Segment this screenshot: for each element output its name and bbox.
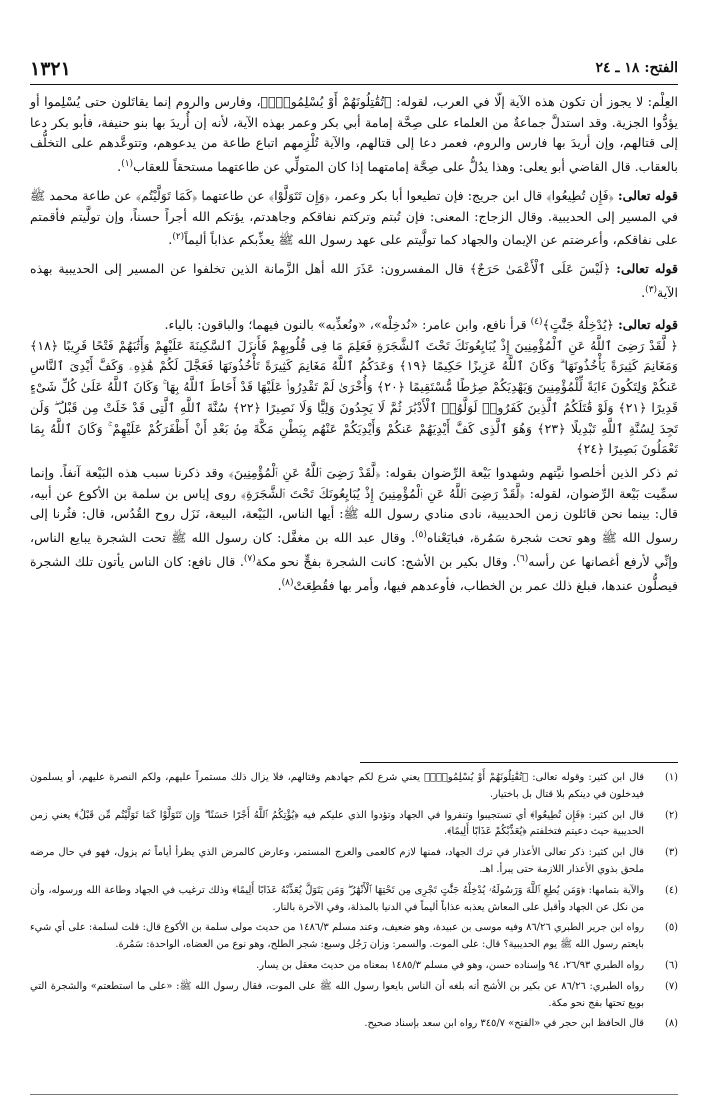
footnote-ref: (١) (121, 159, 134, 170)
main-text (30, 92, 678, 597)
footnote-number: (٤) (664, 884, 678, 896)
footnote: (٤) والآية بتمامها: ﴿وَمَن يُطِعِ ٱللَّهَ وَرَسُولَهُۥ يُدْخِلْهُ جَنَّٰتٍ تَجْرِى مِن تَحْتِهَا ٱلْأَنْهَٰرُ ۖ وَمَن يَتَوَلَّ يُعَذِّبْهُ عَذَابًا أَلِيمًا﴾ وذلك ترغيب في الجهاد وطاعة الله ورسوله، وأن من نكل عن الجهاد وأقبل على المعاش يعذبه عذاباً أليماً في الدنيا بالمذلة، وفي الآخرة بالنار. (30, 884, 678, 913)
page-number: ١٣٢١ (30, 58, 71, 80)
footnote: (٧) رواه الطبري: ٨٦/٢٦ عن بكير بن الأشج أنه بلغه أن الناس بايعوا رسول الله ﷺ على الموت، فقال رسول الله ﷺ: «على ما استطعتم» والشجرة التي بويع تحتها بفج نحو مكة. (30, 980, 678, 1009)
footnote-number: (٦) (664, 959, 678, 971)
footnote-rule (360, 762, 678, 763)
verse-label: قوله تعالى: (618, 317, 678, 333)
footnotes (30, 770, 678, 1037)
verse-label: قوله تعالى: (616, 261, 679, 277)
verse-label: قوله تعالى: (617, 188, 678, 203)
footnote: (٢) قال ابن كثير: ﴿فَإِن تُطِيعُوا﴾ أي تستجيبوا وتنفروا في الجهاد وتؤدوا الذي عليكم فيه ﴿يُؤْتِكُمُ ٱللَّهُ أَجْرًا حَسَنًا ۖ وَإِن تَتَوَلَّوْا كَمَا تَوَلَّيْتُم مِّن قَبْلُ﴾ يعني زمن الحديبية حيث دعيتم فتخلفتم ﴿يُعَذِّبْكُمْ عَذَابًا أَلِيمًا﴾. (30, 809, 678, 838)
paragraph: العِلْم: لا يجوز أن تكون هذه الآية إلّا في العرب، لقوله: ﴿تُقَٰتِلُونَهُمْ أَوْ يُسْلِمُونَۖ﴾، وفارس والروم إنما يقاتَلون حتى يُسْلِموا أو يؤدُّوا الجزية. وقد استدلَّ جماعةٌ من العلماء على صِحَّة إمامة أبي بكر وعمر بهذه الآية، لأنه إن أُريدَ بها بنو حنيفة، فأبو بكر دعا إلى قتالهم، وإن أريدَ بها فارس والروم، فعمر دعا إلى قتالهم، والآية تُلْزِمهم اتباع طاعة من يدعوهم، وتتوعَّدهم على التخلُّف بالعقاب. قال القاضي أبو يعلى: وهذا يدُلُّ على صِحَّة إمامتهما إذا كان المتولِّي عن طاعتهما مستحقاً للعقاب$^{(١)}$. (30, 94, 678, 175)
paragraph: قوله تعالى: ﴿يُدْخِلْهُ جَنَّٰتٍ﴾$^{(٤)}$ قرأ نافع، وابن عامر: «نُدخِلْه»، «ونُعذِّبه» بالنون فيهما؛ والباقون: بالياء. (164, 316, 678, 333)
paragraph: قوله تعالى: ﴿فَإِن تُطِيعُوا﴾ قال ابن جريج: فإن تطيعوا أبا بكر وعمر، ﴿وَإِن تَتَوَلَّوْا﴾ عن طاعتهما ﴿كَمَا تَوَلَّيْتُم﴾ عن طاعة محمد ﷺ في المسير إلى الحديبية. وقال الزجاج: المعنى: فإن تُبتم وتركتم نفاقكم وجاهدتم، يؤتكم الله أجراً حسناً، وإن تولَّيتم فأقمتم على نفاقكم، وأعرضتم عن الإيمان والجهاد كما تولَّيتم على عهد رسول الله ﷺ يعذِّبكم عذاباً أليماً$^{(٢)}$. (30, 188, 678, 248)
footnote: (٥) رواه ابن جرير الطبري ٨٦/٢٦ وفيه موسى بن عبيدة، وهو ضعيف، وعند مسلم ١٤٨٦/٣ من حديث مولى سلمة بن الأكوع قال: قلت لسلمة: على أي شيء بايعتم رسول الله ﷺ يوم الحديبية؟ قال: على الموت. والسمر: وزان رَجُل وسبع: شجر الطلح، وهو نوع من العضاه، الواحدة: سَمُرة. (30, 922, 678, 951)
footnote-number: (٨) (664, 1018, 678, 1030)
footnote-ref: (٦) (516, 554, 529, 564)
quran-verses: ﴿ لَّقَدْ رَضِىَ ٱللَّهُ عَنِ ٱلْمُؤْمِنِينَ إِذْ يُبَايِعُونَكَ تَحْتَ ٱلشَّجَرَةِ فَعَلِمَ مَا فِى قُلُوبِهِمْ فَأَنزَلَ ٱلسَّكِينَةَ عَلَيْهِمْ وَأَثَٰبَهُمْ فَتْحًا قَرِيبًا ﴿١٨﴾ وَمَغَانِمَ كَثِيرَةً يَأْخُذُونَهَا ۗ وَكَانَ ٱللَّهُ عَزِيزًا حَكِيمًا ﴿١٩﴾ وَعَدَكُمُ ٱللَّهُ مَغَانِمَ كَثِيرَةً تَأْخُذُونَهَا فَعَجَّلَ لَكُمْ هَٰذِهِۦ وَكَفَّ أَيْدِىَ ٱلنَّاسِ عَنكُمْ وَلِتَكُونَ ءَايَةً لِّلْمُؤْمِنِينَ وَيَهْدِيَكُمْ صِرَٰطًا مُّسْتَقِيمًا ﴿٢٠﴾ وَأُخْرَىٰ لَمْ تَقْدِرُوا۟ عَلَيْهَا قَدْ أَحَاطَ ٱللَّهُ بِهَا ۚ وَكَانَ ٱللَّهُ عَلَىٰ كُلِّ شَىْءٍ قَدِيرًا ﴿٢١﴾ وَلَوْ قَٰتَلَكُمُ ٱلَّذِينَ كَفَرُوا۟ لَوَلَّوُا۟ ٱلْأَدْبَٰرَ ثُمَّ لَا يَجِدُونَ وَلِيًّا وَلَا نَصِيرًا ﴿٢٢﴾ سُنَّةَ ٱللَّهِ ٱلَّتِى قَدْ خَلَتْ مِن قَبْلُ ۖ وَلَن تَجِدَ لِسُنَّةِ ٱللَّهِ تَبْدِيلًا ﴿٢٣﴾ وَهُوَ ٱلَّذِى كَفَّ أَيْدِيَهُمْ عَنكُمْ وَأَيْدِيَكُمْ عَنْهُم بِبَطْنِ مَكَّةَ مِنۢ بَعْدِ أَنْ أَظْفَرَكُمْ عَلَيْهِمْ ۚ وَكَانَ ٱللَّهُ بِمَا تَعْمَلُونَ بَصِيرًا ﴿٢٤﴾ (30, 337, 678, 457)
footnote-number: (٥) (664, 922, 678, 934)
chapter-reference: الفتح: ١٨ ـ ٢٤ (595, 60, 678, 76)
footnote-number: (١) (664, 772, 678, 783)
footnote: (٦) رواه الطبري ٢٦/٩٣، ٩٤ وإسناده حسن، وهو في مسلم ١٤٨٥/٣ بمعناه من حديث معقل بن يسار. (30, 958, 678, 975)
footnote-ref: (٤) (530, 316, 543, 327)
footnote-ref: (٨) (281, 577, 294, 588)
footnote-ref: (٥) (414, 530, 427, 541)
paragraph: ثم ذكر الذين أخلصوا نيَّتهم وشهدوا بَيْعة الرِّضوان بقوله: ﴿لَّقَدْ رَضِىَ ٱللَّهُ عَنِ ٱلْمُؤْمِنِينَ﴾ وقد ذكرنا سبب هذه البَيْعة آنفاً. وإنما سمِّيت بَيْعة الرِّضوان، لقوله: ﴿لَّقَدْ رَضِىَ ٱللَّهُ عَنِ ٱلْمُؤْمِنِينَ إِذْ يُبَايِعُونَكَ تَحْتَ ٱلشَّجَرَةِ﴾ روى إياس بن سلمة بن الأكوع عن أبيه، قال: بينما نحن قائلون زمن الحديبية، نادى منادي رسول الله ﷺ: أيها الناس، البَيْعة، البيعة، نَزَل روح القُدُس، قال: فثُرنا إلى رسول الله ﷺ وهو تحت شجرة سَمُرة، فبايَعْناه$^{(٥)}$. وقال عبد الله بن مغفَّل: كان رسول الله ﷺ تحت الشجرة يبايع الناس، وإنِّي لأرفع أغصانها عن رأسه$^{(٦)}$. وقال بكير بن الأشج: كانت الشجرة بفجٍّ نحو مكة$^{(٧)}$. قال نافع: كان الناس يأتون تلك الشجرة فيصلُّون عندها، فبلغ ذلك عمر بن الخطاب، فأوعدهم فيها، وأمر بها فقُطِعَتْ$^{(٨)}$. (30, 465, 679, 594)
footnote-ref: (٧) (243, 554, 256, 564)
footnote: (١) قال ابن كثير: وقوله تعالى: ﴿تُقَٰتِلُونَهُمْ أَوْ يُسْلِمُونَۖ﴾ يعني شرع لكم جهادهم وقتالهم، فلا يزال ذلك مستمراً عليهم، ولكم النصرة عليهم، أو يسلمون فيدخلون في دينكم بلا قتال بل باختيار. (30, 772, 678, 800)
footnote-number: (٧) (664, 980, 678, 992)
footnote: (٣) قال ابن كثير: ذكر تعالى الأعذار في ترك الجهاد، فمنها لازم كالعمى والعرج المستمر، وعارض كالمرض الذي يطرأ أياماً ثم يزول، فهو في حال مرضه ملحق بذوي الأعذار اللازمة حتى يبرأ. اهـ. (30, 847, 678, 875)
footnote-ref: (٢) (172, 232, 185, 243)
bottom-rule (30, 1094, 678, 1095)
footnote-number: (٣) (664, 847, 678, 859)
footnote-ref: (٣) (645, 285, 658, 295)
paragraph: قوله تعالى: ﴿لَيْسَ عَلَى ٱلْأَعْمَىٰ حَرَجٌ﴾ قال المفسرون: عَذَرَ الله أهل الزَّمانة الذين تخلفوا عن المسير إلى الحديبية بهذه الآية$^{(٣)}$. (30, 261, 679, 301)
footnote: (٨) قال الحافظ ابن حجر في «الفتح» ٣٤٥/٧ رواه ابن سعد بإسناد صحيح. (30, 1016, 678, 1033)
page-header (30, 58, 678, 80)
footnote-number: (٢) (664, 809, 678, 821)
header-rule (30, 84, 678, 85)
